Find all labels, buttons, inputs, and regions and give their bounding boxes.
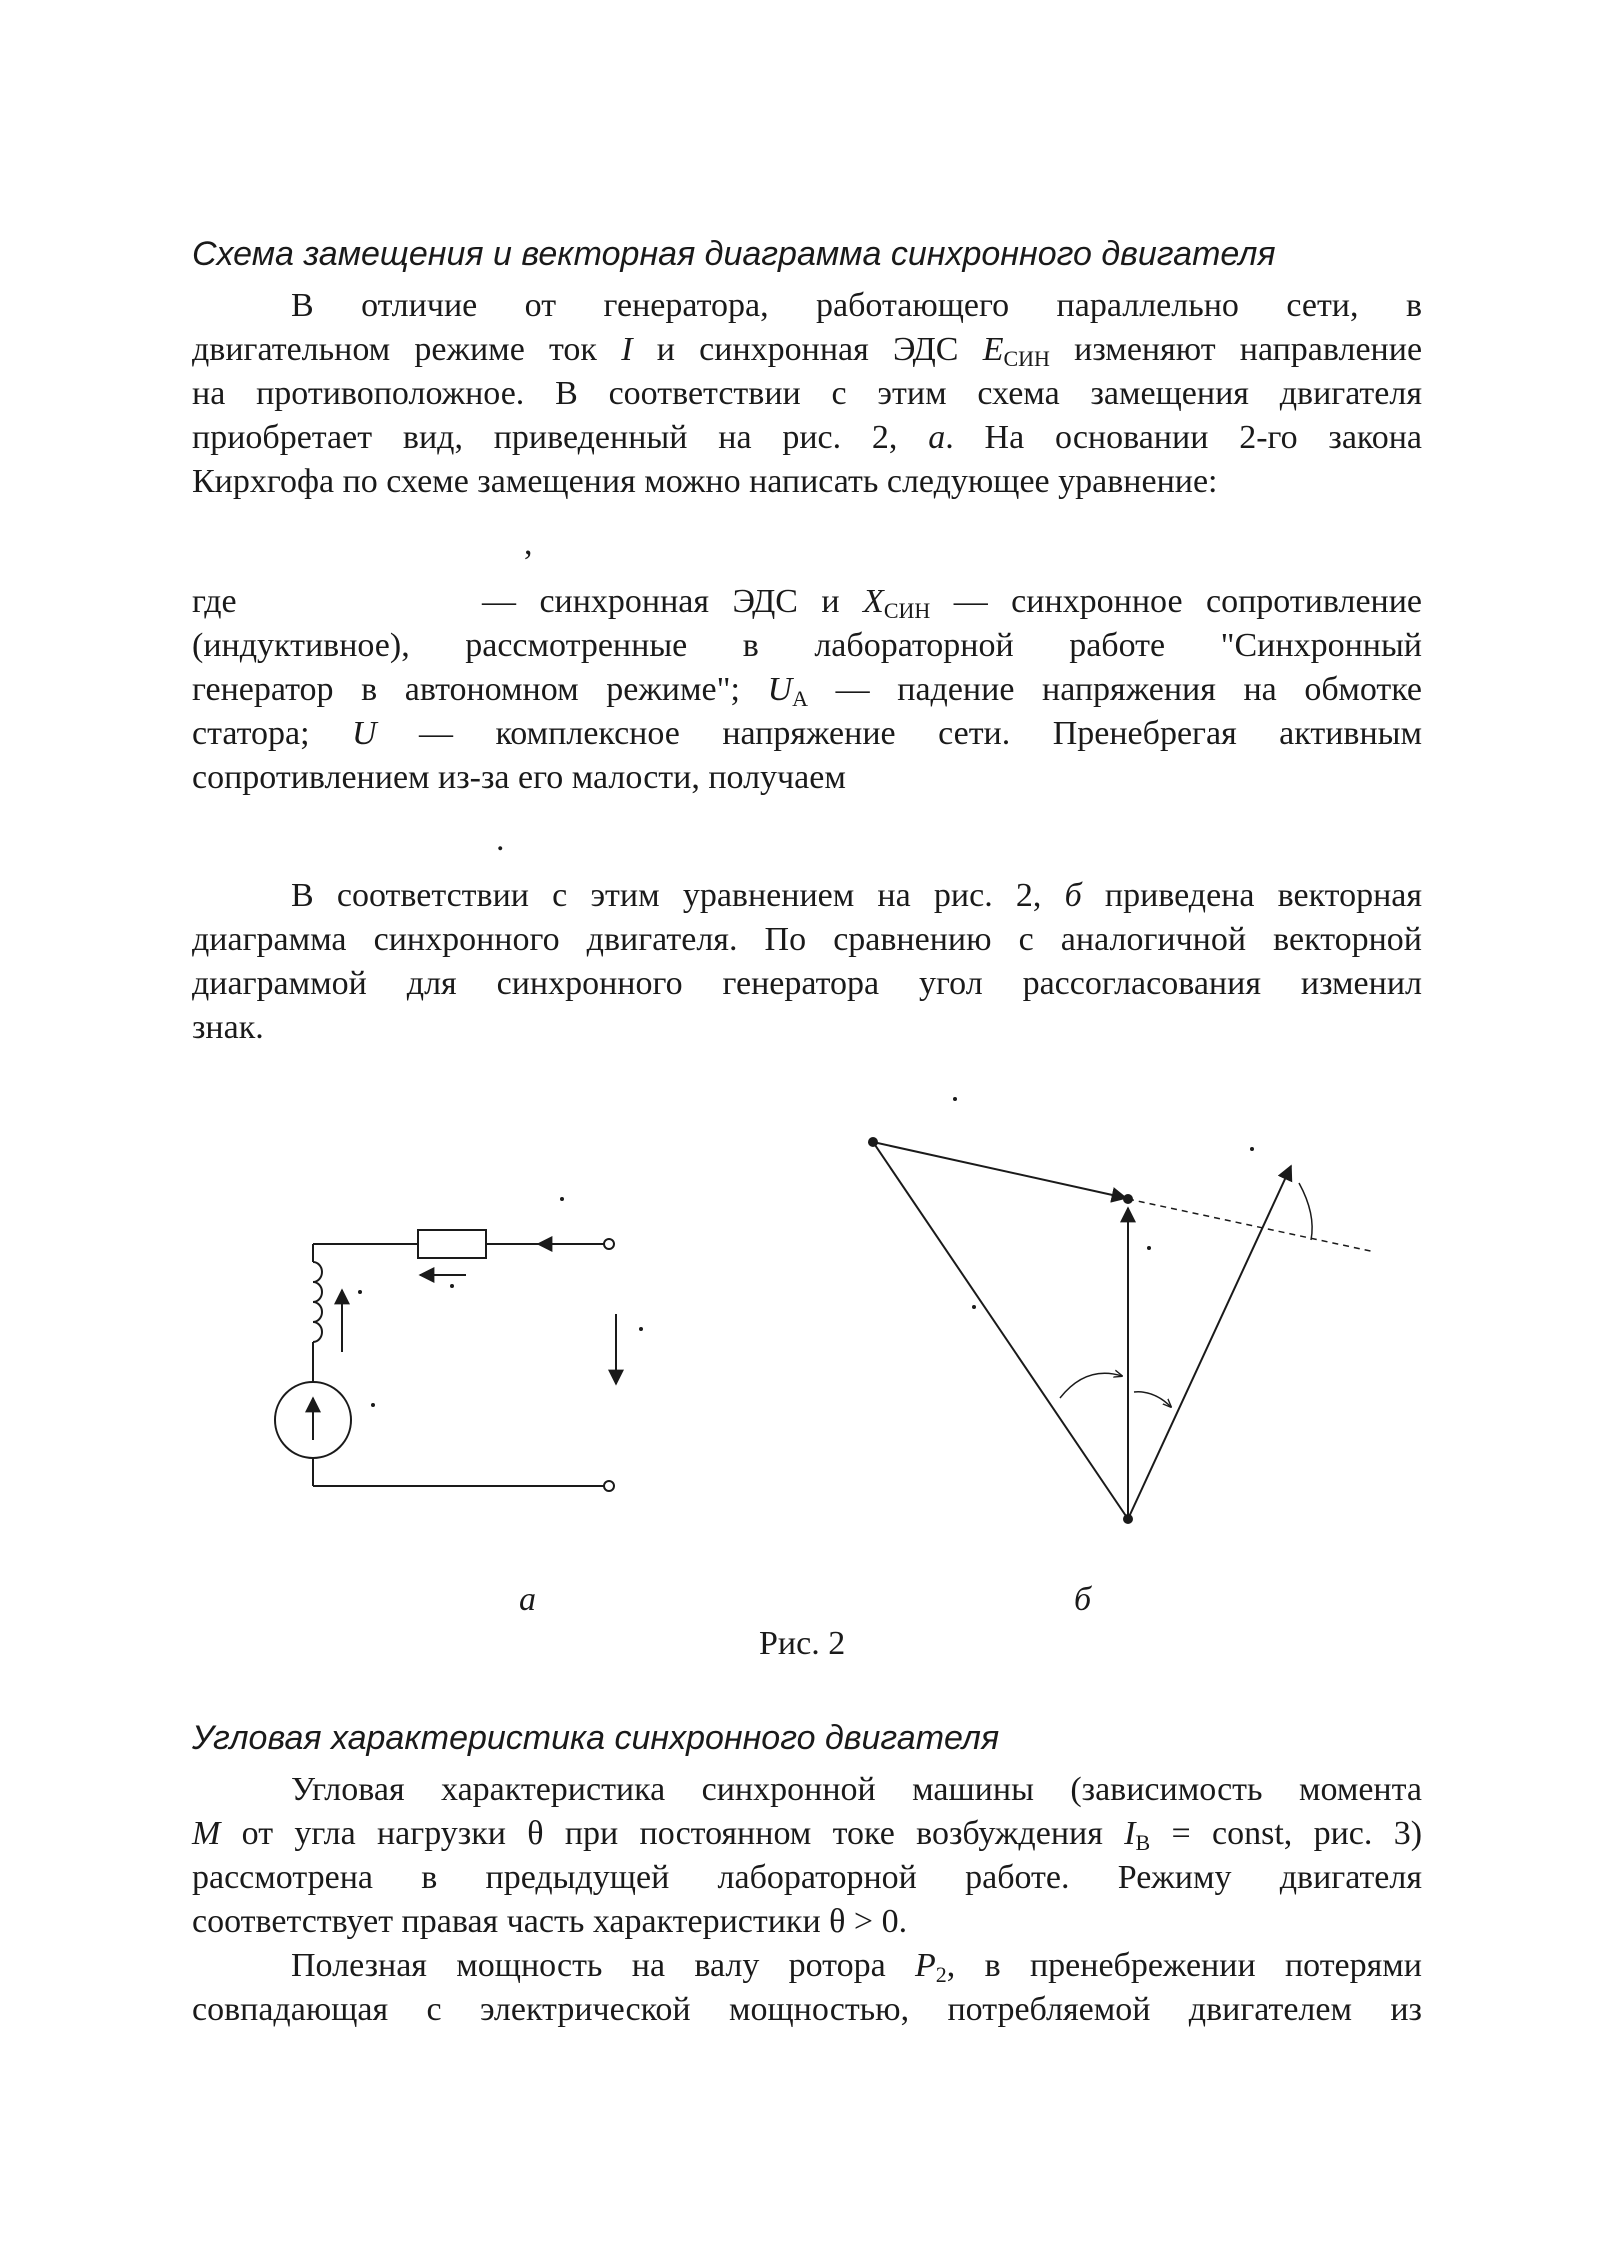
paragraph-line: знак. bbox=[192, 1009, 264, 1046]
figure-caption: Рис. 2 bbox=[759, 1625, 846, 1662]
voltage-drop-vector bbox=[873, 1142, 1126, 1198]
paragraph-line: двигательном режиме ток I и синхронная ЭДС EСИН изменяют направление bbox=[192, 331, 1423, 371]
equation-comma: , bbox=[524, 525, 533, 562]
paragraph-line: сопротивлением из-за его малости, получаем bbox=[192, 759, 846, 796]
paragraph-line: на противоположное. В соответствии с этим схема замещения двигателя bbox=[192, 375, 1422, 412]
paragraph-line: Полезная мощность на валу ротора P2, в пренебрежении потерями bbox=[291, 1947, 1422, 1987]
section-heading-angular-characteristic: Угловая характеристика синхронного двигателя bbox=[192, 1719, 1000, 1757]
paragraph-line: В отличие от генератора, работающего параллельно сети, в bbox=[291, 287, 1422, 324]
figure-label-a: а bbox=[519, 1581, 536, 1618]
paragraph-line: диаграмма синхронного двигателя. По сравнению с аналогичной векторной bbox=[192, 921, 1422, 958]
paragraph-line: соответствует правая часть характеристики θ > 0. bbox=[192, 1903, 908, 1940]
paragraph-line: Угловая характеристика синхронной машины (зависимость момента bbox=[291, 1771, 1422, 1808]
dashed-reference-line bbox=[1128, 1199, 1375, 1252]
where-word: где bbox=[192, 583, 237, 620]
load-angle-arc bbox=[1060, 1373, 1122, 1398]
paragraph-line: статора; U — комплексное напряжение сети. Пренебрегая активным bbox=[192, 715, 1422, 752]
paragraph-line: В соответствии с этим уравнением на рис. 2, б приведена векторная bbox=[291, 877, 1423, 914]
paragraph-line: совпадающая с электрической мощностью, потребляемой двигателем из bbox=[192, 1991, 1422, 2028]
terminal-top bbox=[604, 1239, 614, 1249]
figure-label-b: б bbox=[1074, 1581, 1092, 1618]
reactance-resistor bbox=[418, 1230, 486, 1258]
paragraph-line: Кирхгофа по схеме замещения можно написать следующее уравнение: bbox=[192, 463, 1218, 500]
terminal-bottom bbox=[604, 1481, 614, 1491]
current-vector bbox=[1128, 1166, 1291, 1519]
paragraph-line: генератор в автономном режиме"; UA — падение напряжения на обмотке bbox=[192, 671, 1423, 711]
power-angle-arc bbox=[1299, 1183, 1312, 1240]
equivalent-circuit-diagram bbox=[275, 1230, 616, 1491]
paragraph-line: (индуктивное), рассмотренные в лабораторной работе "Синхронный bbox=[192, 627, 1422, 664]
emf-vector bbox=[873, 1142, 1128, 1519]
equation-period: . bbox=[496, 821, 505, 858]
paragraph-line: приобретает вид, приведенный на рис. 2, а. На основании 2-го закона bbox=[192, 419, 1423, 456]
phase-angle-arc bbox=[1134, 1392, 1171, 1407]
inductor-coil bbox=[313, 1262, 322, 1342]
section-heading-equivalent-circuit: Схема замещения и векторная диаграмма синхронного двигателя bbox=[192, 235, 1276, 273]
paragraph-line: — синхронная ЭДС и XСИН — синхронное сопротивление bbox=[482, 583, 1423, 623]
paragraph-line: диаграммой для синхронного генератора угол рассогласования изменил bbox=[192, 965, 1422, 1002]
paragraph-line: рассмотрена в предыдущей лабораторной работе. Режиму двигателя bbox=[192, 1859, 1422, 1896]
paragraph-line: M от угла нагрузки θ при постоянном токе возбуждения IВ = const, рис. 3) bbox=[192, 1815, 1423, 1855]
